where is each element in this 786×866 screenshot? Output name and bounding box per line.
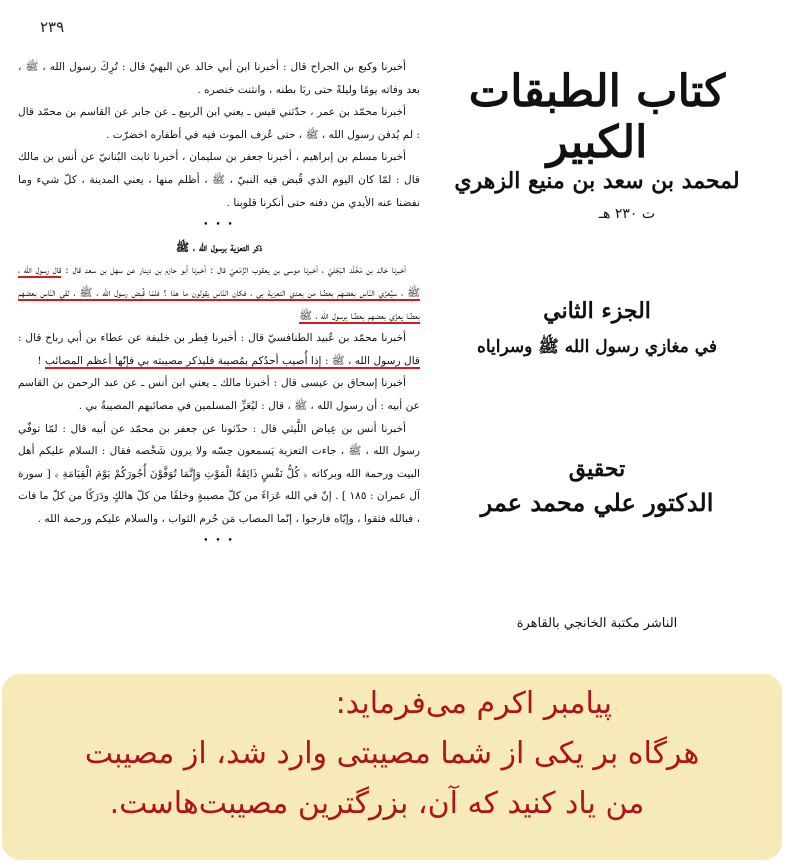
- caption-line-2: هرگاه بر یکی از شما مصیبتی وارد شد، از مصیبت: [84, 736, 700, 771]
- section-separator: • • •: [203, 220, 235, 231]
- edited-label: تحقيق: [568, 456, 626, 482]
- page-number: ٢٣٩: [40, 18, 65, 36]
- paragraph-1: أخبرنا وكيع بن الجراح قال : أخبرنا ابن أبي خالد عن البهيّ قال : تُرِكَ رسول الله ، ﷺ ، بعد وفاته يومًا وليلةً حتى ربَا بطنه ، وانثنت خنصره .: [18, 61, 420, 96]
- caption-line-3: من یاد کنید که آن، بزرگترین مصیبت‌هاست.: [109, 786, 645, 821]
- paragraph-4: [18, 259, 420, 327]
- caption-line-1: پیامبر اکرم می‌فرماید:: [335, 686, 612, 721]
- paragraph-5-chain: أخبرنا محمّد بن عُبيد الطنافسيّ قال : أخبرنا فِطر بن خليفة عن عطاء بن أبي رباح قال :: [18, 332, 406, 345]
- title-page: [432, 56, 762, 656]
- paragraph-7: أخبرنا أنس بن عِياض اللَّيثي قال : حدّثونا عن جعفر بن محمّد عن أبيه قال : لمّا توفّي رسول الله ، ﷺ ، جاءت التعزية يَسمعون حِسّه ولا يرون شَخْصه فقال : السلام عليكم أهل البيت ورحمة الله وبركاته ﴿ كُلُّ نَفْسٍ ذَائِقَةُ الْمَوْتِ وَإِنَّمَا تُوَفَّوْنَ أُجُورَكُمْ يَوْمَ الْقِيَامَةِ ﴾ [ سورة آل عمران : ١٨٥ ] . إنّ في الله عَزاءً من كلّ مصيبةٍ وخلفًا من كلّ هالكٍ ودَرَكًا من كلّ ما فات ، فبالله فثقوا ، وإيّاه فارجوا ، إنّما المصاب مَن حُرم الثواب ، والسلام عليكم ورحمة الله .: [18, 422, 420, 525]
- volume-title: الجزء الثاني: [543, 298, 651, 324]
- paragraph-5-end: !: [37, 354, 42, 367]
- volume-subtitle: في مغازي رسول الله ﷺ وسراياه: [476, 337, 718, 357]
- editor-name: الدكتور علي محمد عمر: [480, 488, 714, 517]
- underlined-hadith-2: قال رسول الله ، ﷺ : إذا أُصيب أحدُكم بمُصيبة فليذكر مصيبته بي فإنّها أعظم المصائب: [45, 354, 420, 367]
- underlined-hadith-1: قال رسول الله ، ﷺ ، سيُعزّي النّاس بعضهم بعضًا من بعدي التعزية بي ، فكان النّاس يقولون ما هذا ؟ فلمّا قُبض رسول الله ، ﷺ ، لقي النّاس بعضهم بعضًا يعزّي بعضهم بعضًا برسول الله ، ﷺ: [18, 264, 420, 322]
- end-separator: • • •: [203, 536, 235, 547]
- author-name: لمحمد بن سعد بن منيع الزهري: [454, 168, 740, 194]
- paragraph-2: أخبرنا محمّد بن عمر ، حدّثني قيس ـ يعني ابن الربيع ـ عن جابر عن القاسم بن محمّد قال : لم يُدفن رسول الله ، ﷺ ، حتى عُرف الموت فيه في أظفاره اخضرّت .: [18, 106, 420, 141]
- paragraph-3: أخبرنا مسلم بن إبراهيم ، أخبرنا جعفر بن سليمان ، أخبرنا ثابت البُنانيّ عن أنس بن مالك قال : لمّا كان اليوم الذي قُبض فيه النبيّ ، ﷺ ، أظلم منها ، يعني المدينة ، كلّ شيء وما نفضنا عنه الأيدي من دفنه حتى أنكرنا قلوبنا .: [18, 151, 420, 209]
- caption-box: [2, 674, 782, 860]
- section-heading: ذكر التعزية برسول الله ، ﷺ: [175, 240, 263, 254]
- narration-column: [18, 56, 420, 656]
- paragraph-5: [18, 327, 420, 372]
- book-title: كتاب الطبقات الكبير: [468, 66, 726, 168]
- paragraph-4-chain: أخبرنا خالد بن مَخْلَد البَجَليّ ، أخبرنا موسى بن يعقوب الزَّمْعيّ قال : أخبرنا أبو حازم بن دينار عن سهل بن سعد قال :: [65, 264, 406, 277]
- paragraph-6: أخبرنا إسحاق بن عيسى قال : أخبرنا مالك ـ يعني ابن أنس ـ عن عبد الرحمن بن القاسم عن أبيه : أن رسول الله ، ﷺ ، قال : ليُعَزِّ المسلمين في مصائبهم المصيبةُ بي .: [18, 377, 420, 412]
- publisher: الناشر مكتبة الخانجي بالقاهرة: [516, 616, 678, 631]
- death-date: ت ٢٣٠ هـ: [598, 206, 656, 222]
